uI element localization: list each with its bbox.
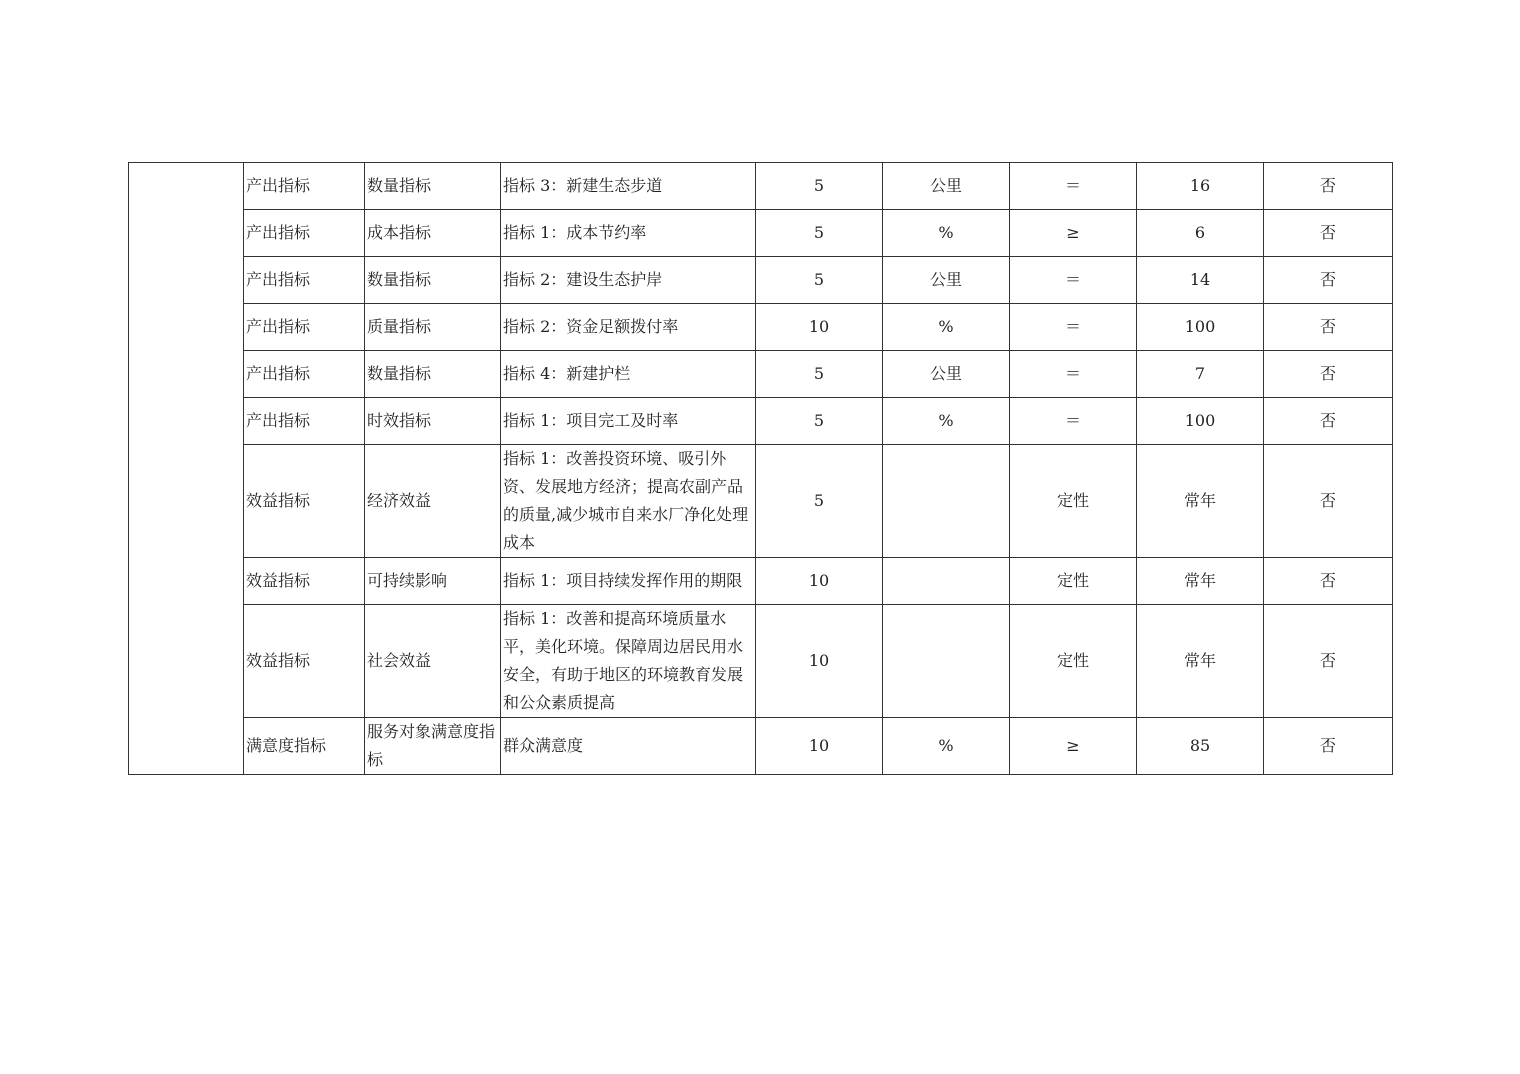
unit-cell <box>883 445 1010 558</box>
operator-cell: ≥ <box>1010 718 1137 775</box>
unit-cell <box>883 605 1010 718</box>
table-row <box>129 210 1393 257</box>
level1-cell: 产出指标 <box>244 304 365 351</box>
level2-cell: 服务对象满意度指标 <box>365 718 501 775</box>
level1-cell: 产出指标 <box>244 398 365 445</box>
table-row <box>129 304 1393 351</box>
weight-cell: 5 <box>756 163 883 210</box>
weight-cell: 5 <box>756 398 883 445</box>
level1-cell: 效益指标 <box>244 445 365 558</box>
weight-cell: 5 <box>756 257 883 304</box>
unit-cell: % <box>883 398 1010 445</box>
weight-cell: 10 <box>756 304 883 351</box>
table-row <box>129 351 1393 398</box>
flag-cell: 否 <box>1264 210 1393 257</box>
unit-cell: % <box>883 210 1010 257</box>
indicator-cell: 指标 4：新建护栏 <box>501 351 756 398</box>
weight-cell: 5 <box>756 445 883 558</box>
flag-cell: 否 <box>1264 445 1393 558</box>
weight-cell: 5 <box>756 351 883 398</box>
level1-cell: 满意度指标 <box>244 718 365 775</box>
level1-cell: 产出指标 <box>244 163 365 210</box>
flag-cell: 否 <box>1264 605 1393 718</box>
indicator-cell: 指标 1：改善投资环境、吸引外资、发展地方经济；提高农副产品的质量,减少城市自来水厂净化处理成本 <box>501 445 756 558</box>
flag-cell: 否 <box>1264 351 1393 398</box>
table-row <box>129 398 1393 445</box>
operator-cell: ＝ <box>1010 351 1137 398</box>
table-row <box>129 163 1393 210</box>
target-cell: 7 <box>1137 351 1264 398</box>
target-cell: 100 <box>1137 398 1264 445</box>
target-cell: 14 <box>1137 257 1264 304</box>
target-cell: 100 <box>1137 304 1264 351</box>
level2-cell: 数量指标 <box>365 257 501 304</box>
unit-cell: 公里 <box>883 351 1010 398</box>
operator-cell: ＝ <box>1010 398 1137 445</box>
unit-cell: % <box>883 304 1010 351</box>
unit-cell: 公里 <box>883 163 1010 210</box>
level1-cell: 产出指标 <box>244 257 365 304</box>
operator-cell: 定性 <box>1010 445 1137 558</box>
flag-cell: 否 <box>1264 304 1393 351</box>
table-row <box>129 257 1393 304</box>
indicator-cell: 指标 2：资金足额拨付率 <box>501 304 756 351</box>
flag-cell: 否 <box>1264 257 1393 304</box>
merged-blank-cell <box>129 163 244 775</box>
level2-cell: 可持续影响 <box>365 558 501 605</box>
operator-cell: ＝ <box>1010 304 1137 351</box>
level1-cell: 产出指标 <box>244 351 365 398</box>
indicator-cell: 指标 1：改善和提高环境质量水平，美化环境。保障周边居民用水安全，有助于地区的环境教育发展和公众素质提高 <box>501 605 756 718</box>
target-cell: 85 <box>1137 718 1264 775</box>
target-cell: 常年 <box>1137 605 1264 718</box>
flag-cell: 否 <box>1264 718 1393 775</box>
operator-cell: ≥ <box>1010 210 1137 257</box>
level2-cell: 时效指标 <box>365 398 501 445</box>
level2-cell: 成本指标 <box>365 210 501 257</box>
indicator-cell: 指标 1：项目持续发挥作用的期限 <box>501 558 756 605</box>
operator-cell: 定性 <box>1010 605 1137 718</box>
level2-cell: 数量指标 <box>365 163 501 210</box>
weight-cell: 10 <box>756 558 883 605</box>
indicator-cell: 群众满意度 <box>501 718 756 775</box>
flag-cell: 否 <box>1264 558 1393 605</box>
unit-cell: 公里 <box>883 257 1010 304</box>
weight-cell: 10 <box>756 718 883 775</box>
unit-cell: % <box>883 718 1010 775</box>
level1-cell: 产出指标 <box>244 210 365 257</box>
performance-indicator-table <box>128 162 1393 775</box>
weight-cell: 10 <box>756 605 883 718</box>
table-row <box>129 558 1393 605</box>
table-row <box>129 605 1393 718</box>
target-cell: 常年 <box>1137 558 1264 605</box>
target-cell: 6 <box>1137 210 1264 257</box>
level2-cell: 质量指标 <box>365 304 501 351</box>
indicator-cell: 指标 1：成本节约率 <box>501 210 756 257</box>
operator-cell: ＝ <box>1010 163 1137 210</box>
weight-cell: 5 <box>756 210 883 257</box>
level1-cell: 效益指标 <box>244 605 365 718</box>
level2-cell: 社会效益 <box>365 605 501 718</box>
operator-cell: ＝ <box>1010 257 1137 304</box>
indicator-cell: 指标 2：建设生态护岸 <box>501 257 756 304</box>
flag-cell: 否 <box>1264 398 1393 445</box>
operator-cell: 定性 <box>1010 558 1137 605</box>
target-cell: 常年 <box>1137 445 1264 558</box>
level2-cell: 经济效益 <box>365 445 501 558</box>
level2-cell: 数量指标 <box>365 351 501 398</box>
target-cell: 16 <box>1137 163 1264 210</box>
indicator-cell: 指标 1：项目完工及时率 <box>501 398 756 445</box>
unit-cell <box>883 558 1010 605</box>
table-row <box>129 445 1393 558</box>
indicator-cell: 指标 3：新建生态步道 <box>501 163 756 210</box>
table-row <box>129 718 1393 775</box>
flag-cell: 否 <box>1264 163 1393 210</box>
level1-cell: 效益指标 <box>244 558 365 605</box>
